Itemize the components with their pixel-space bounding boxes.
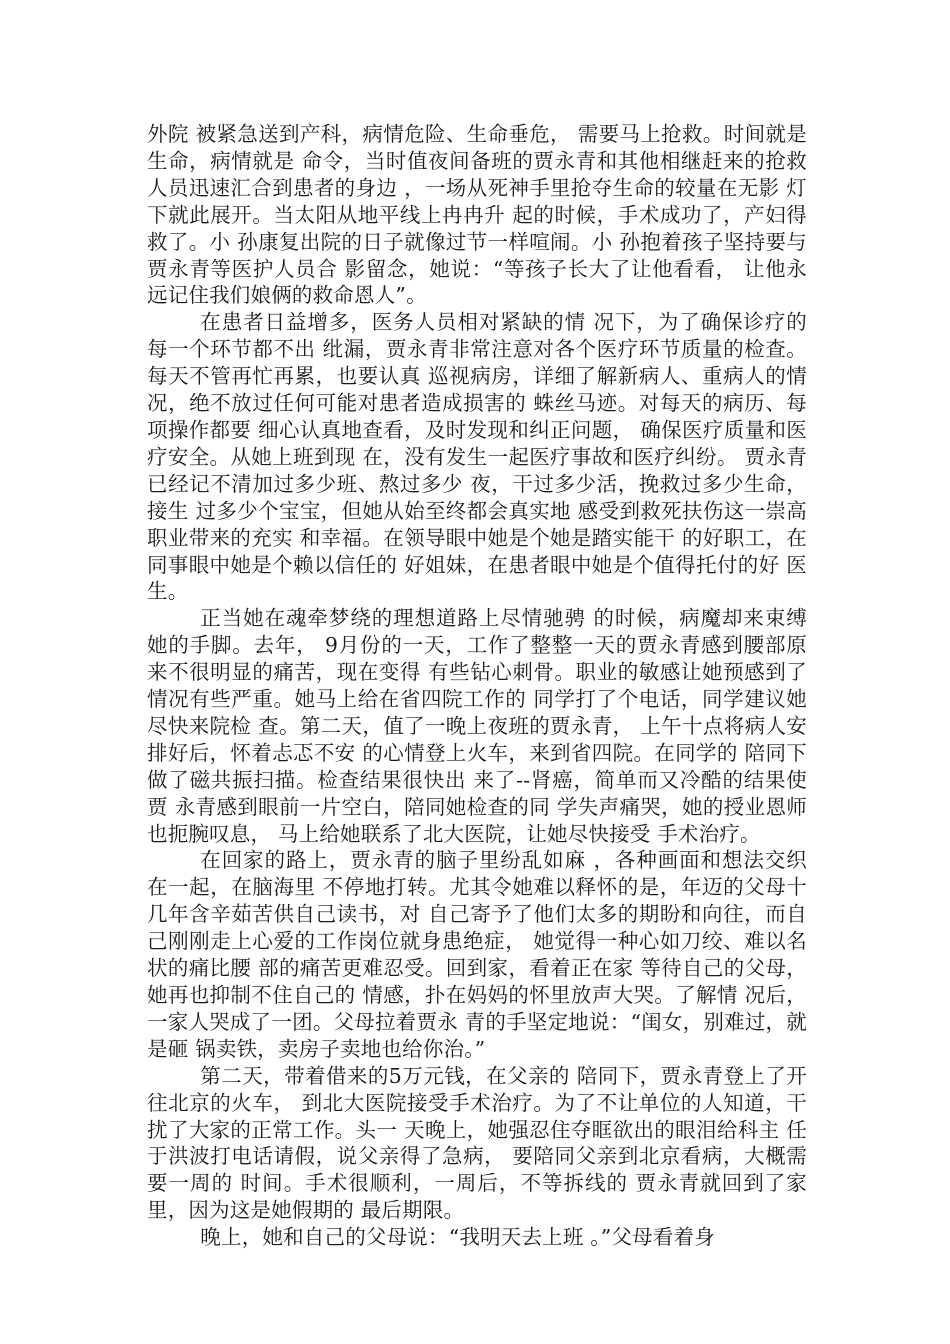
- paragraph: 第二天，带着借来的5万元钱，在父亲的 陪同下，贾永青登上了开往北京的火车， 到北大医院接受手术治疗。为了不让单位的人知道，干扰了大家的正常工作。头一 天晚上，她强忍住夺眶欲出的眼泪给科主 任于洪波打电话请假，说父亲得了急病， 要陪同父亲到北京看病，大概需要一周的 时间。手术很顺利，一周后，不等拆线的 贾永青就回到了家里，因为这是她假期的 最后期限。: [147, 1063, 807, 1223]
- paragraph: 在患者日益增多，医务人员相对紧缺的情 况下，为了确保诊疗的每一个环节都不出 纰漏，贾永青非常注意对各个医疗环节质量的检查。每天不管再忙再累，也要认真 巡视病房，详细了解新病人、重病人的情 况，绝不放过任何可能对患者造成损害的 蛛丝马迹。对每天的病历、每项操作都要 细心认真地查看，及时发现和纠正问题， 确保医疗质量和医疗安全。从她上班到现 在，没有发生一起医疗事故和医疗纠纷。 贾永青已经记不清加过多少班、熬过多少 夜，干过多少活，挽救过多少生命，接生 过多少个宝宝，但她从始至终都会真实地 感受到救死扶伤这一崇高职业带来的充实 和幸福。在领导眼中她是个她是踏实能干 的好职工，在同事眼中她是个赖以信任的 好姐妹，在患者眼中她是个值得托付的好 医生。: [147, 310, 807, 604]
- article-body: [147, 121, 807, 1251]
- paragraph: 晚上，她和自己的父母说：“我明天去上班 。”父母看着身: [200, 1225, 715, 1250]
- paragraph: 在回家的路上，贾永青的脑子里纷乱如麻 ，各种画面和想法交织在一起，在脑海里 不停地打转。尤其令她难以释怀的是，年迈的父母十几年含辛茹苦供自己读书，对 自己寄予了他们太多的期盼和向往，而自 己刚刚走上心爱的工作岗位就身患绝症， 她觉得一种心如刀绞、难以名状的痛比腰 部的痛苦更难忍受。回到家，看着正在家 等待自己的父母，她再也抑制不住自己的 情感，扑在妈妈的怀里放声大哭。了解情 况后，一家人哭成了一团。父母拉着贾永 青的手坚定地说：“闺女，别难过，就是砸 锅卖铁，卖房子卖地也给你治。”: [147, 848, 807, 1061]
- paragraph: 外院 被紧急送到产科，病情危险、生命垂危， 需要马上抢救。时间就是生命，病情就是 命令，当时值夜间备班的贾永青和其他相继赶来的抢救人员迅速汇合到患者的身边 ，一场从死神手里抢夺生命的较量在无影 灯下就此展开。当太阳从地平线上冉冉升 起的时候，手术成功了，产妇得救了。小 孙康复出院的日子就像过节一样喧闹。小 孙抱着孩子坚持要与贾永青等医护人员合 影留念，她说：“等孩子长大了让他看看， 让他永远记住我们娘俩的救命恩人”。: [147, 122, 807, 308]
- paragraph: 正当她在魂牵梦绕的理想道路上尽情驰骋 的时候，病魔却来束缚她的手脚。去年， 9月份的一天，工作了整整一天的贾永青感到腰部原来不很明显的痛苦，现在变得 有些钻心刺骨。职业的敏感让她预感到了 情况有些严重。她马上给在省四院工作的 同学打了个电话，同学建议她尽快来院检 查。第二天，值了一晚上夜班的贾永青， 上午十点将病人安排好后，怀着忐忑不安 的心情登上火车，来到省四院。在同学的 陪同下做了磁共振扫描。检查结果很快出 来了--肾癌，简单而又冷酷的结果使贾 永青感到眼前一片空白，陪同她检查的同 学失声痛哭，她的授业恩师也扼腕叹息， 马上给她联系了北大医院，让她尽快接受 手术治疗。: [147, 606, 807, 846]
